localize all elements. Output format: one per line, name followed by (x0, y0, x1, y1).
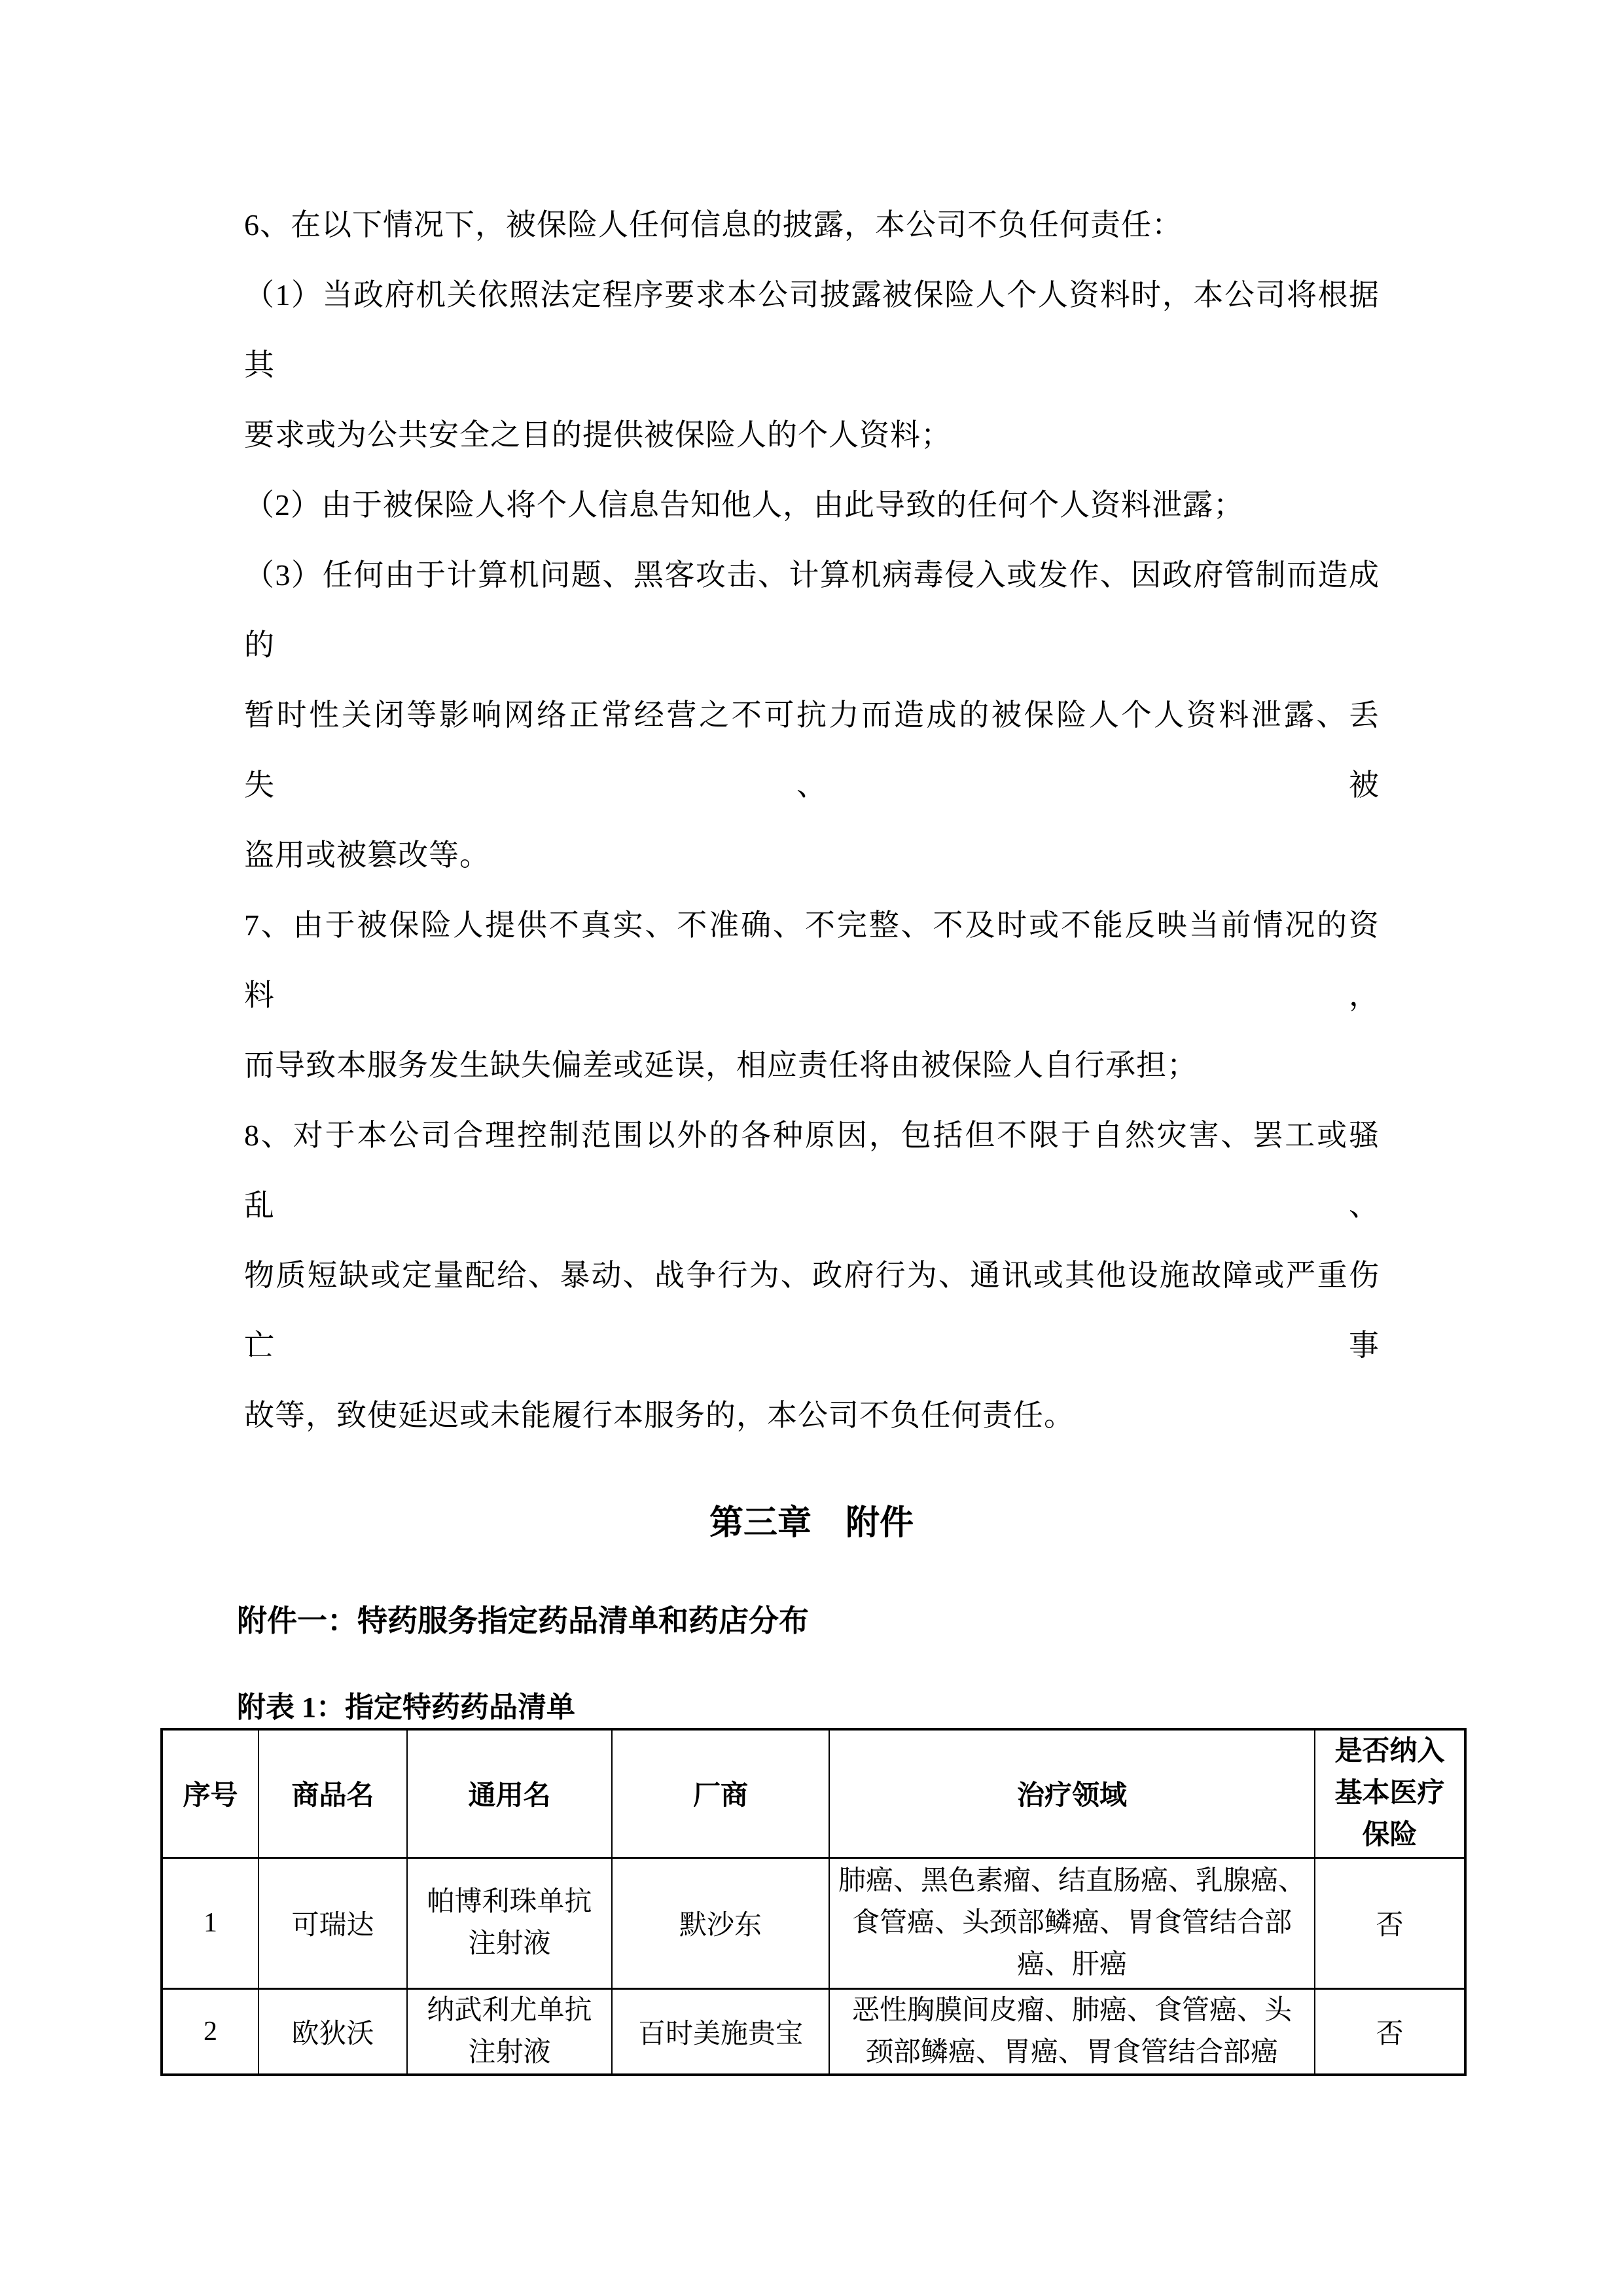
treatment-line: 颈部鳞癌、胃癌、胃食管结合部癌 (865, 2037, 1278, 2068)
cell-manufacturer: 百时美施贵宝 (612, 1988, 829, 2075)
cell-brand-name: 可瑞达 (259, 1857, 407, 1988)
cell-serial-no: 2 (162, 1988, 259, 2075)
body-line: 物质短缺或定量配给、暴动、战争行为、政府行为、通讯或其他设施故障或严重伤亡事 (244, 1259, 1380, 1362)
treatment-line: 恶性胸膜间皮瘤、肺癌、食管癌、头 (851, 1995, 1292, 2026)
body-line: 而导致本服务发生缺失偏差或延误，相应责任将由被保险人自行承担； (244, 1049, 1198, 1082)
header-line: 基本医疗 (1334, 1778, 1445, 1809)
cell-basic-insurance: 否 (1315, 1857, 1465, 1988)
body-line: 要求或为公共安全之目的提供被保险人的个人资料； (244, 418, 952, 452)
table-caption: 附表 1：指定特药药品清单 (237, 1691, 575, 1723)
attachment-one-heading: 附件一：特药服务指定药品清单和药店分布 (237, 1604, 809, 1638)
body-line: 故等，致使延迟或未能履行本服务的，本公司不负任何责任。 (244, 1399, 1075, 1432)
table-header-row (162, 1729, 1465, 1857)
cell-treatment-area (829, 1988, 1315, 2075)
col-header-manufacturer: 厂商 (612, 1729, 829, 1857)
body-line: 暂时性关闭等影响网络正常经营之不可抗力而造成的被保险人个人资料泄露、丢失、被 (244, 698, 1380, 802)
cell-manufacturer: 默沙东 (612, 1857, 829, 1988)
cell-serial-no: 1 (162, 1857, 259, 1988)
body-line: （2）由于被保险人将个人信息告知他人，由此导致的任何个人资料泄露； (244, 488, 1244, 522)
table-row (162, 1857, 1465, 1988)
col-header-generic-name: 通用名 (407, 1729, 612, 1857)
body-line: 盗用或被篡改等。 (244, 838, 490, 872)
terms-paragraphs (244, 190, 1380, 1450)
cell-brand-name: 欧狄沃 (259, 1988, 407, 2075)
body-line: 6、在以下情况下，被保险人任何信息的披露，本公司不负任何责任： (244, 208, 1183, 242)
drug-list-table (160, 1728, 1467, 2076)
generic-name-line: 帕博利珠单抗 (427, 1887, 592, 1917)
generic-name-line: 注射液 (468, 1929, 551, 1959)
generic-name-line: 注射液 (468, 2037, 551, 2068)
cell-generic-name (407, 1857, 612, 1988)
body-line: （1）当政府机关依照法定程序要求本公司披露被保险人个人资料时，本公司将根据其 (244, 278, 1380, 382)
treatment-line: 食管癌、头颈部鳞癌、胃食管结合部 (851, 1908, 1292, 1938)
treatment-line: 癌、肝癌 (1016, 1950, 1127, 1980)
col-header-brand-name: 商品名 (259, 1729, 407, 1857)
chapter-title: 第三章 附件 (709, 1505, 914, 1542)
col-header-treatment-area: 治疗领域 (829, 1729, 1315, 1857)
header-line: 保险 (1362, 1820, 1418, 1851)
header-line: 是否纳入 (1334, 1736, 1445, 1767)
cell-basic-insurance: 否 (1315, 1988, 1465, 2075)
generic-name-line: 纳武利尤单抗 (427, 1995, 592, 2026)
table-row (162, 1988, 1465, 2075)
cell-treatment-area (829, 1857, 1315, 1988)
body-line: 7、由于被保险人提供不真实、不准确、不完整、不及时或不能反映当前情况的资料， (244, 908, 1380, 1012)
treatment-line: 肺癌、黑色素瘤、结直肠癌、乳腺癌、 (838, 1866, 1306, 1896)
body-line: 8、对于本公司合理控制范围以外的各种原因，包括但不限于自然灾害、罢工或骚乱、 (244, 1119, 1380, 1222)
col-header-serial-no: 序号 (162, 1729, 259, 1857)
cell-generic-name (407, 1988, 612, 2075)
body-line: （3）任何由于计算机问题、黑客攻击、计算机病毒侵入或发作、因政府管制而造成的 (244, 558, 1380, 662)
col-header-basic-insurance (1315, 1729, 1465, 1857)
